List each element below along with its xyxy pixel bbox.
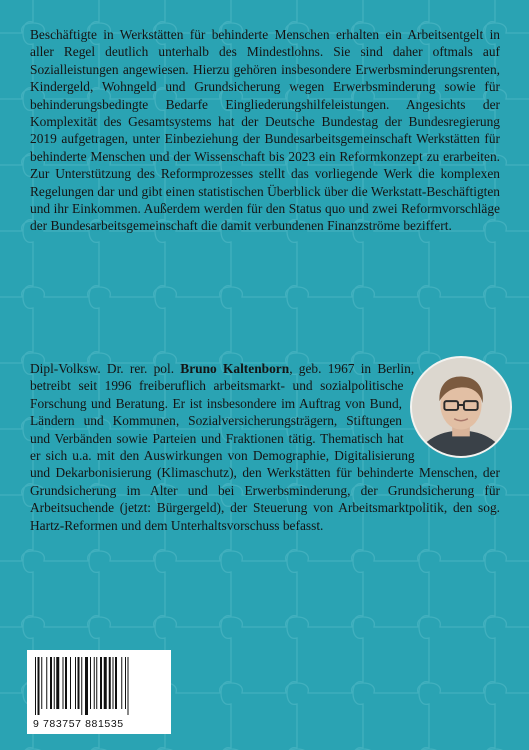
author-portrait-icon bbox=[412, 358, 510, 456]
author-section bbox=[30, 360, 500, 534]
author-bio-text: , geb. 1967 in Berlin, betreibt seit 1996 freiberuflich arbeitsmarkt- und sozialpolitische Forschung und Beratung. Er ist insbesondere im Auftrag von Bund, Ländern und Kommunen, Sozialversicherungsträgern, Stiftungen und Verbänden sowie Parteien und Fraktionen tätig. Thematisch hat er sich u.a. mit den Auswirkungen von Demographie, Digitalisierung und Dekarbonisierung (Klimaschutz), den Werkstätten für behinderte Menschen, der Grundsicherung im Alter und bei Erwerbsminderung, der Grundsicherung für Arbeitsuchende (jetzt: Bürgergeld), der Steuerung von Arbeitsmarktpolitik, den sog. Hartz-Reformen und dem Unterhaltsvorschuss befasst. bbox=[30, 361, 500, 533]
author-photo bbox=[410, 356, 512, 458]
blurb-text: Beschäftigte in Werkstätten für behinderte Menschen erhalten ein Arbeitsentgelt in aller Regel deutlich unterhalb des Mindestlohns. Sie sind daher oftmals auf Sozialleistungen angewiesen. Hierzu gehören insbesondere Erwerbsminderungsrenten, Kindergeld, Wohngeld und Grundsicherung wegen Erwerbsminderung sowie für behinderungsbedingte Bedarfe Eingliederungshilfeleistungen. Angesichts der Komplexität des Gesamtsystems hat der Deutsche Bundestag der Bundesregierung 2019 aufgetragen, unter Einbeziehung der Bundesarbeitsgemeinschaft Werkstätten für behinderte Menschen und der Wissenschaft bis 2023 ein Reformkonzept zu erarbeiten. Zur Unterstützung des Reformprozesses stellt das vorliegende Werk die komplexen Regelungen dar und gibt einen statistischen Überblick über die Werkstatt-Beschäftigten und ihr Einkommen. Außerdem werden für den Status quo und zwei Reformvorschläge der Bundesarbeitsgemeinschaft die damit verbundenen Finanzströme beziffert. bbox=[30, 27, 500, 234]
author-prefix: Dipl-Volksw. Dr. rer. pol. bbox=[30, 361, 181, 376]
isbn-barcode bbox=[27, 650, 171, 734]
author-name: Bruno Kaltenborn bbox=[180, 361, 290, 376]
isbn-digits: 9 783757 881535 bbox=[33, 718, 124, 730]
barcode-bars bbox=[34, 657, 164, 715]
blurb-section bbox=[30, 26, 500, 235]
